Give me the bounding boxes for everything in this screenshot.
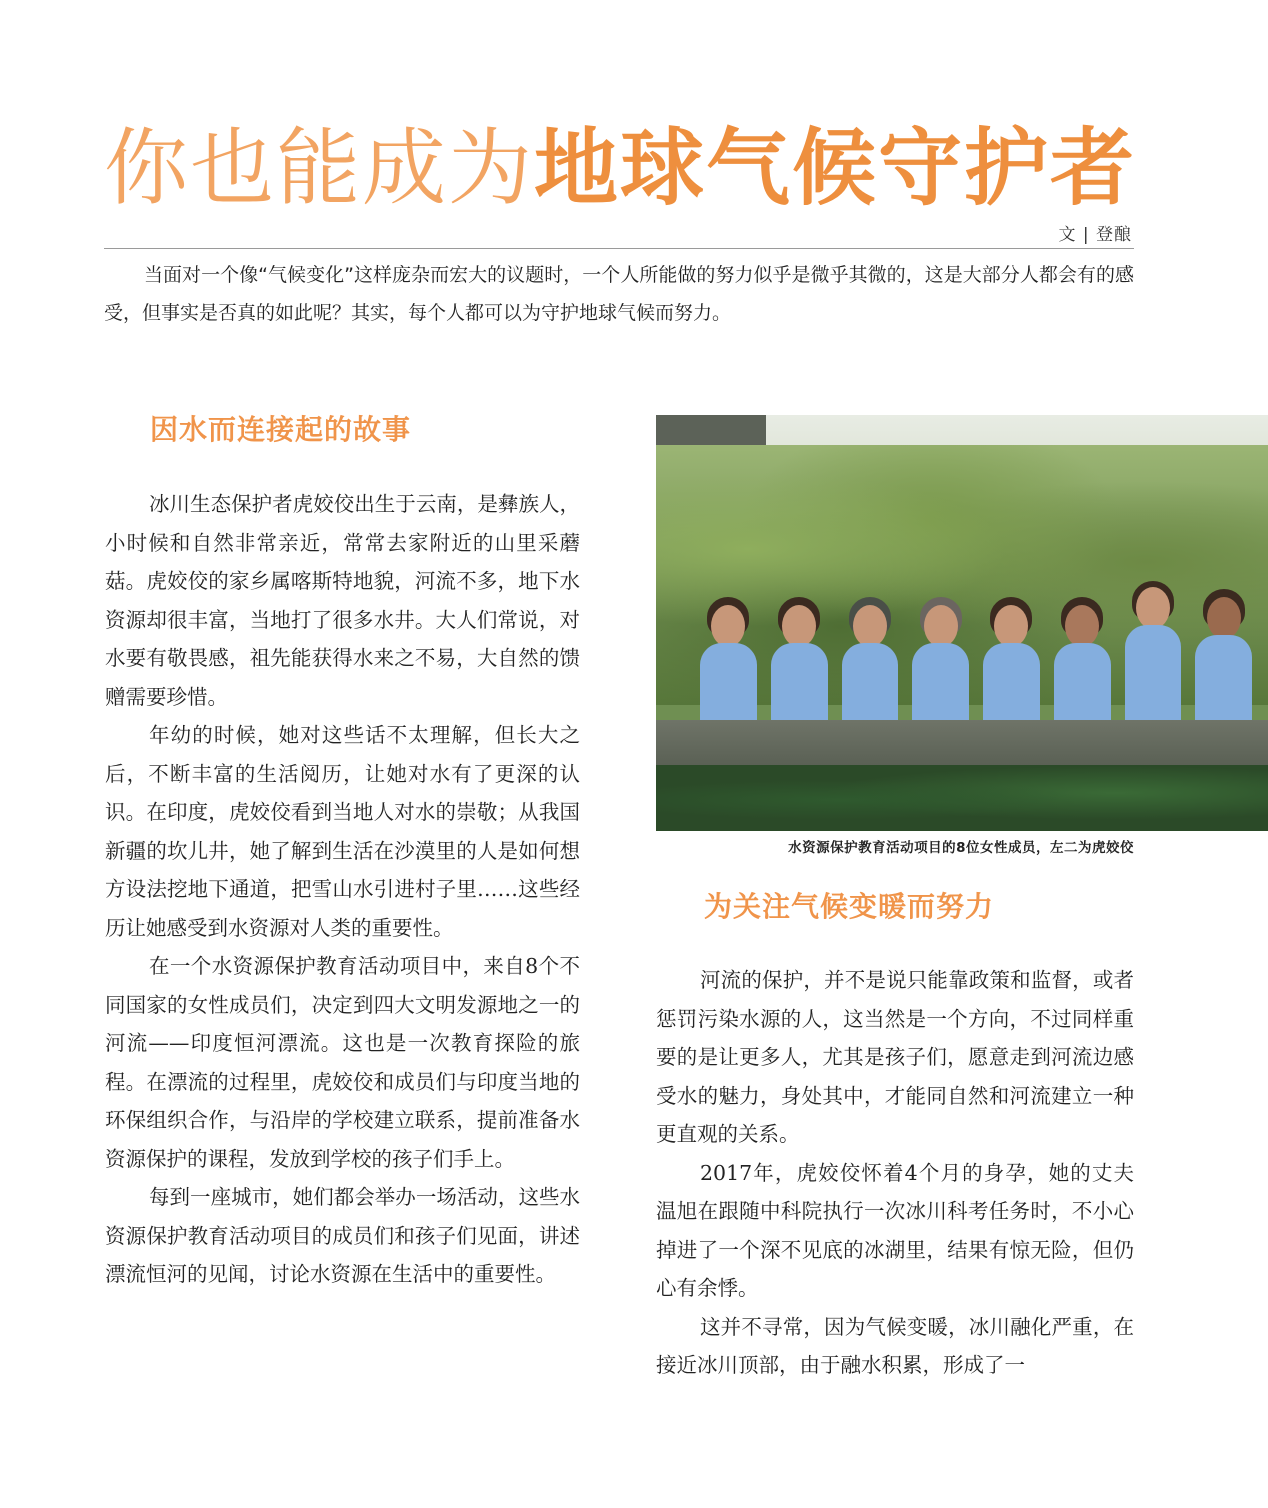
paragraph: 河流的保护，并不是说只能靠政策和监督，或者惩罚污染水源的人，这当然是一个方向，不过同样重要的是让更多人，尤其是孩子们，愿意走到河流边感受水的魅力，身处其中，才能同自然和河流建立一种更直观的关系。	[656, 968, 1134, 1146]
paragraph: 每到一座城市，她们都会举办一场活动，这些水资源保护教育活动项目的成员们和孩子们见面，讲述漂流恒河的见闻，讨论水资源在生活中的重要性。	[105, 1185, 580, 1286]
group-photo	[656, 415, 1268, 831]
paragraph: 2017年，虎姣佼怀着4个月的身孕，她的丈夫温旭在跟随中科院执行一次冰川科考任务时，不小心掉进了一个深不见底的冰湖里，结果有惊无险，但仍心有余悸。	[656, 1160, 1134, 1300]
article-title-bold: 地球气候守护者	[534, 119, 1137, 217]
left-column	[105, 485, 580, 1294]
paragraph: 在一个水资源保护教育活动项目中，来自8个不同国家的女性成员们，决定到四大文明发源地之一的河流——印度恒河漂流。这也是一次教育探险的旅程。在漂流的过程里，虎姣佼和成员们与印度当地的环保组织合作，与沿岸的学校建立联系，提前准备水资源保护的课程，发放到学校的孩子们手上。	[105, 954, 580, 1171]
title-divider	[104, 248, 1134, 249]
right-column	[656, 961, 1134, 1385]
byline: 文 | 登酿	[1058, 225, 1132, 245]
paragraph: 这并不寻常，因为气候变暖，冰川融化严重，在接近冰川顶部，由于融水积累，形成了一	[656, 1314, 1134, 1377]
article-title-light: 你也能成为	[104, 119, 535, 217]
paragraph: 年幼的时候，她对这些话不太理解，但长大之后，不断丰富的生活阅历，让她对水有了更深的认识。在印度，虎姣佼看到当地人对水的崇敬；从我国新疆的坎儿井，她了解到生活在沙漠里的人是如何想方设法挖地下通道，把雪山水引进村子里……这些经历让她感受到水资源对人类的重要性。	[105, 723, 580, 940]
intro-paragraph: 当面对一个像“气候变化”这样庞杂而宏大的议题时，一个人所能做的努力似乎是微乎其微的，这是大部分人都会有的感受，但事实是否真的如此呢？其实，每个人都可以为守护地球气候而努力。	[104, 264, 1134, 324]
section-heading-water-story: 因水而连接起的故事	[150, 413, 412, 446]
article-title	[104, 118, 1136, 218]
photo-ground-plants	[656, 765, 1268, 831]
paragraph: 冰川生态保护者虎姣佼出生于云南，是彝族人，小时候和自然非常亲近，常常去家附近的山里采蘑菇。虎姣佼的家乡属喀斯特地貌，河流不多，地下水资源却很丰富，当地打了很多水井。大人们常说，对水要有敬畏感，祖先能获得水来之不易，大自然的馈赠需要珍惜。	[105, 492, 580, 709]
section-heading-climate-warming: 为关注气候变暖而努力	[704, 890, 995, 923]
photo-caption: 水资源保护教育活动项目的8位女性成员，左二为虎姣佼	[788, 840, 1134, 856]
